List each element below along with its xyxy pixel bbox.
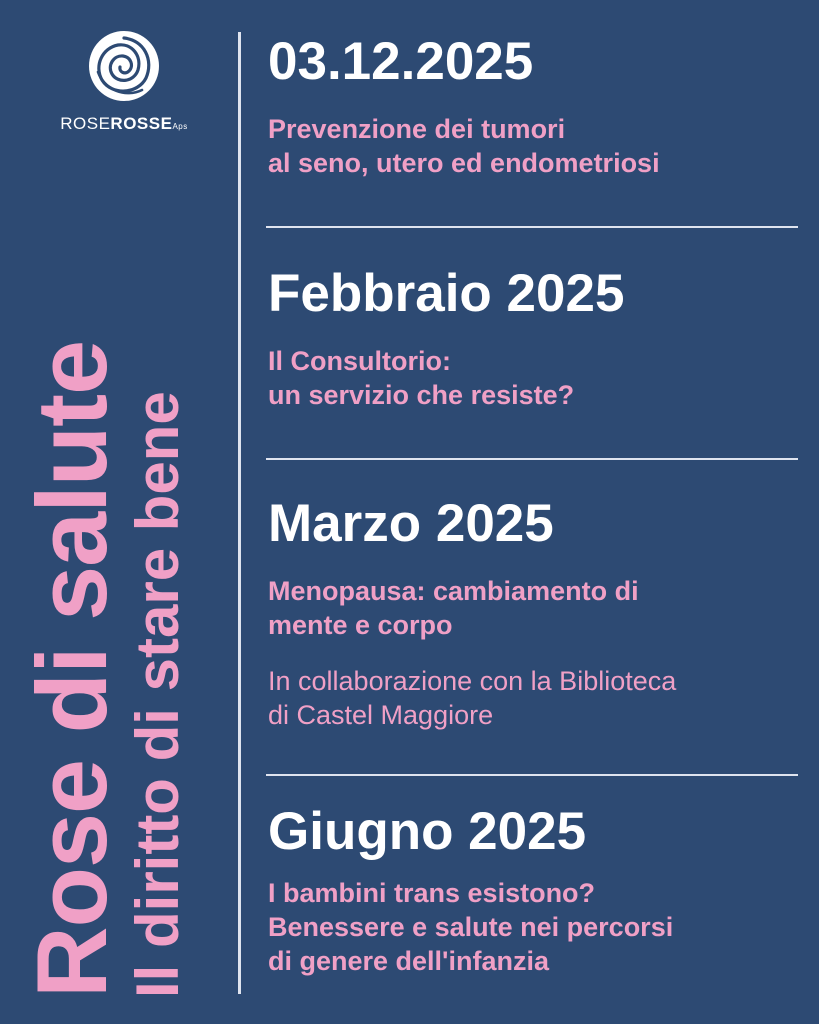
title-line-2: Il diritto di stare bene [124,391,191,998]
vertical-divider [238,32,241,994]
divider-2 [266,458,798,460]
vertical-title [16,340,191,998]
event-topic: Prevenzione dei tumori al seno, utero ed endometriosi [268,114,660,178]
event-topic: Il Consultorio: un servizio che resiste? [268,346,575,410]
event-2 [268,264,808,412]
rose-icon [86,28,162,104]
event-4 [268,802,808,978]
event-date: 03.12.2025 [268,32,534,91]
brand-suffix: Aps [172,122,188,131]
event-note: In collaborazione con la Biblioteca di Castel Maggiore [268,666,677,730]
event-topic: I bambini trans esistono? Benessere e salute nei percorsi di genere dell'infanzia [268,878,674,976]
event-date: Febbraio 2025 [268,264,625,323]
divider-3 [266,774,798,776]
divider-1 [266,226,798,228]
title-line-1: Rose di salute [16,340,127,998]
event-topic: Menopausa: cambiamento di mente e corpo [268,576,639,640]
logo [44,28,204,134]
event-3 [268,494,808,732]
event-date: Giugno 2025 [268,802,587,861]
brand-part2: ROSSE [110,114,173,133]
event-1 [268,32,808,180]
brand-name [44,114,204,134]
brand-part1: ROSE [60,114,111,133]
event-date: Marzo 2025 [268,494,554,553]
